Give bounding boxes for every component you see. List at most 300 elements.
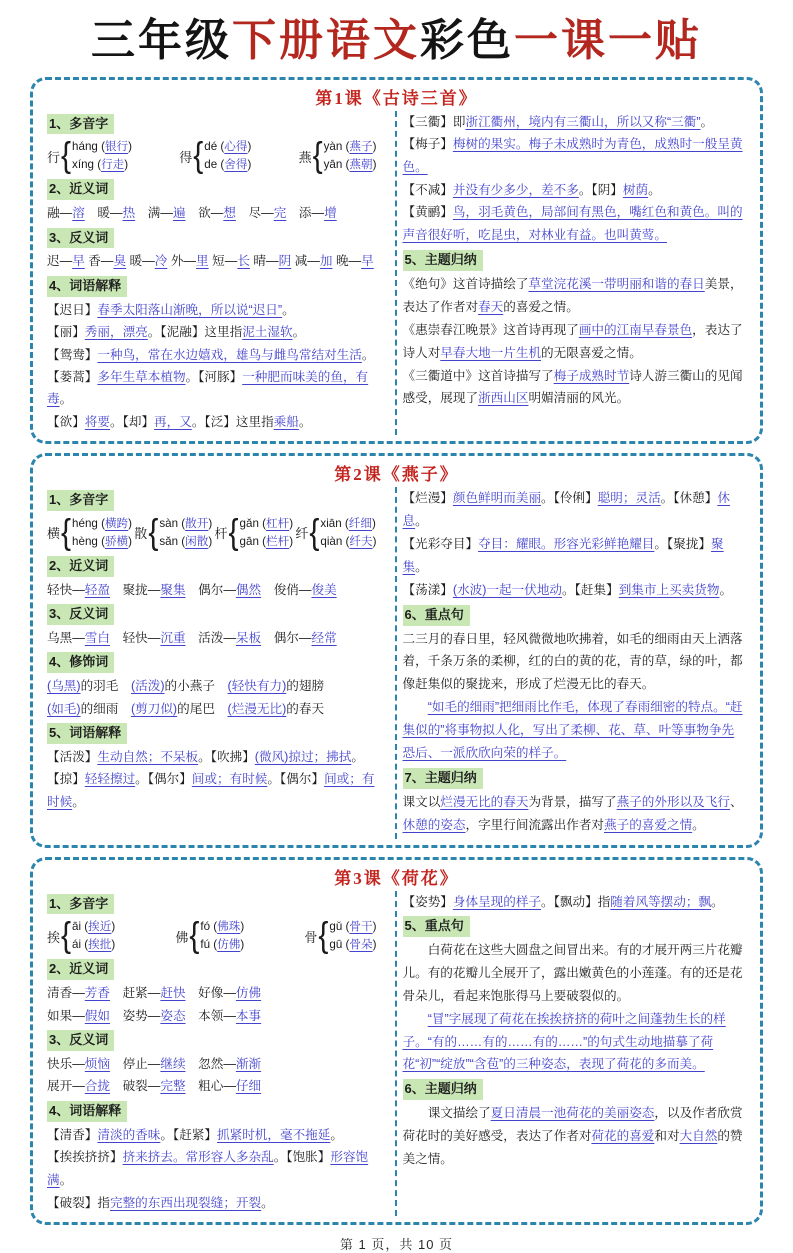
plain-text: 。 [330,1127,343,1142]
polyphone-reading [72,156,132,174]
content-line [47,1005,387,1027]
plain-text: 满— [135,206,173,221]
paragraph [403,319,745,365]
underlined-annotation: 遍 [172,206,186,221]
paragraph [47,1146,387,1192]
plain-text: 。 [719,582,733,597]
subsection-header: 2、近义词 [47,179,114,200]
example-word: 纤夫 [349,534,373,548]
polyphone-reading [72,515,132,533]
pinyin: qiàn [320,534,346,548]
subsection-header: 4、词语解释 [47,276,127,297]
underlined-annotation: 颜色鲜明而美丽 [452,491,542,506]
plain-text: ，以及作者欣赏荷花时的美好感受，表达了作者对 [402,1106,743,1144]
subsection-header: 1、多音字 [47,114,114,135]
plain-text: 课文以 [402,794,441,809]
title-segment: 一课一贴 [514,16,702,65]
paren: ( [213,938,218,952]
plain-text: 二三月的春日里，轻风微微地吹拂着，如毛的细雨由天上洒落着，千条万条的柔柳，红的白的黄的花，青的草，绿的叶，都像赶集似的聚拢来，形成了烂漫无比的春天。 [402,631,743,692]
plain-text: 。【泛】这里指 [191,414,274,429]
content-line [47,675,387,697]
column-right [397,487,753,838]
paragraph [403,133,745,179]
plain-text: 融— [47,206,73,221]
pinyin: fú [200,938,214,952]
plain-text: ，字里行间流露出作者对 [465,817,604,832]
plain-text: 【迟日】 [47,302,98,317]
plain-text: 【梅子】 [402,137,453,151]
subsection-header-row [47,179,387,200]
plain-text: 【鸳鸯】 [47,347,98,362]
polyphone-reading [320,533,376,551]
plain-text: 。【赶集】 [562,582,619,597]
plain-text: 。【偶尔】 [267,772,325,787]
content-line [47,321,387,343]
underlined-annotation: 挤来挤去。常形容人多杂乱 [122,1149,274,1164]
content-line [47,1124,387,1146]
subsection-header: 3、反义词 [47,604,114,625]
plain-text: 赶紧— [109,986,161,1001]
example-word: 燕子 [349,140,373,154]
polyphone-group [134,512,213,552]
underlined-annotation: 秀丽，漂亮 [84,325,148,340]
paren: ) [128,534,133,548]
plain-text: 。 [711,894,724,909]
underlined-annotation: 形容饱满 [47,1149,369,1187]
underlined-annotation: 身体呈现的样子 [452,894,542,909]
underlined-annotation: 大自然 [679,1129,718,1144]
polyphone-readings [324,138,377,174]
lesson-columns [41,487,752,838]
example-word: 闲散 [185,534,209,548]
underlined-annotation: 完整的东西出现裂缝；开裂 [109,1195,262,1210]
brace-icon: { [189,916,200,956]
plain-text: 姿势— [109,1008,161,1023]
plain-text: 《惠崇春江晚景》这首诗再现了 [402,322,579,337]
underlined-annotation: 间或；有时候 [47,772,375,809]
paren: ) [371,517,376,530]
underlined-annotation: 继续 [160,1056,186,1071]
polyphone-reading [72,138,132,156]
underlined-annotation: 赶快 [160,986,186,1001]
plain-text: 本领— [185,1008,236,1023]
plain-text: ，表达了诗人对 [402,322,743,360]
pinyin: háng [72,140,102,154]
pinyin: fó [200,920,214,934]
content-line [47,1075,387,1097]
plain-text: 【烂漫】 [402,491,453,506]
content-line [47,299,387,321]
underlined-annotation: 完整 [160,1079,186,1094]
paren: ( [345,938,350,952]
paragraph [403,273,745,319]
page-footer: 第 1 页，共 10 页 [339,1237,454,1253]
plain-text: 白荷花在这些大圆盘之间冒出来。有的才展开两三片花瓣儿。有的花瓣儿全展开了，露出嫩黄色的小莲蓬。有的还是花骨朵儿，看起来饱胀得马上要破裂似的。 [402,942,743,1003]
polyphone-group [47,138,132,174]
underlined-annotation: 呆板 [235,631,262,646]
example-word: 燕朝 [349,158,373,172]
plain-text: 。【休憩】 [660,491,718,506]
underlined-annotation: 臭 [113,254,127,269]
paren: ) [240,920,245,934]
paren: ) [208,517,213,530]
paragraph [403,579,745,602]
underlined-annotation: 随着风等摆动；飘 [610,894,712,909]
content-line [403,891,745,913]
underlined-annotation: 加 [319,254,333,269]
underlined-annotation: (烂漫无比) [227,701,287,716]
plain-text: 活泼— [185,631,236,646]
polyphone-row [47,136,387,176]
polyphone-group [214,512,294,552]
paren: ) [208,534,213,548]
paren: ) [289,534,294,548]
paren: ( [97,158,102,172]
underlined-annotation: 梅子成熟时节 [553,368,630,383]
subsection-header-row [47,114,387,135]
subsection-header-row [47,276,387,297]
paren: ( [262,534,266,548]
lesson-card [30,857,763,1226]
polyphone-readings [329,918,376,954]
plain-text: 课文描绘了 [427,1106,491,1121]
plain-text: 。【吹拂】 [198,749,255,764]
underlined-annotation: 多年生草本植物 [97,369,186,384]
subsection-header-row [47,652,387,673]
paragraph [403,696,745,765]
underlined-annotation: “如毛的细雨”把细雨比作毛，体现了春雨细密的特点。“赶集似的”将事物拟人化，写出了柔柳、花、草、叶等事物争先恐后、一派欣欣向荣的样子。 [402,700,743,761]
plain-text: 。 [59,1172,73,1187]
underlined-annotation: 烂漫无比的春天 [440,794,529,809]
brace-icon: { [61,916,72,956]
title-segment: 三年级 [91,16,232,65]
polyphone-group [179,138,251,174]
example-word: 骨朵 [349,938,373,952]
paragraph [403,487,745,533]
polyphone-row [47,916,387,956]
plain-text: 。【河豚】 [185,369,243,384]
plain-text: 的无限喜爱之情。 [541,345,642,360]
underlined-annotation: 增 [324,206,337,221]
content-line [47,366,387,411]
paren: ) [111,938,116,952]
underlined-annotation: 夺目：耀眼。形容光彩鲜艳耀目 [478,536,655,551]
subsection-header: 5、主题归纳 [403,250,483,271]
paragraph [403,1008,745,1077]
brace-icon: { [228,512,239,552]
pinyin: gǎn [239,517,263,530]
polyphone-readings [320,515,376,551]
underlined-annotation: 间或；有时候 [191,772,268,787]
column-right [397,891,753,1217]
paren: ) [247,158,252,172]
paren: ( [220,140,225,154]
paren: ( [345,534,350,548]
paren: ( [84,938,89,952]
pinyin: gū [329,938,346,952]
subsection-header-row [403,916,745,937]
plain-text: 。【却】 [109,414,155,429]
plain-text: 《绝句》这首诗描绘了 [402,276,529,291]
underlined-annotation: 浙江衢州，境内有三衢山，所以又称“三衢” [465,114,701,129]
plain-text: 添— [286,206,325,221]
polyphone-group [304,918,376,954]
polyphone-reading [240,533,294,551]
underlined-annotation: 鸟，羽毛黄色，局部间有黑色，嘴红色和黄色。叫的声音很好听，吃昆虫，对林业有益。也叫黄莺。 [402,205,743,243]
title-segment: 下册语文 [232,16,420,65]
example-word: 纤细 [348,517,372,530]
plain-text: 迟— [47,254,73,269]
polyphone-readings [204,138,251,174]
plain-text: 外— [167,254,197,269]
polyphone-row [47,513,387,553]
plain-text: 偶尔— [261,631,312,646]
subsection-header-row [47,228,387,249]
plain-text: 快乐— [47,1056,85,1071]
plain-text: 的赞美之情。 [402,1129,743,1166]
plain-text: 晴— [249,254,279,269]
subsection-header-row [47,556,387,577]
example-word: 横跨 [104,517,129,530]
example-word: 骨干 [349,920,373,934]
subsection-header: 3、反义词 [47,1030,114,1051]
plain-text: 偶尔— [185,582,236,597]
brace-icon: { [148,512,159,552]
plain-text: 欲— [185,206,224,221]
underlined-annotation: 想 [223,206,236,221]
subsection-header: 5、重点句 [403,916,470,937]
polyphone-reading [159,515,212,533]
polyphone-character: 挨 [47,929,61,945]
polyphone-reading [200,936,244,954]
subsection-header: 2、近义词 [47,959,114,980]
example-word: 挨近 [88,920,112,934]
plain-text: 。 [292,325,306,340]
paren: ) [289,517,294,530]
plain-text: 。 [72,794,85,809]
column-right [397,111,753,436]
subsection-header: 6、重点句 [403,605,470,626]
content-line [47,1053,387,1075]
underlined-annotation: 本事 [235,1008,262,1023]
plain-text: 。 [648,182,661,197]
underlined-annotation: 雪白 [84,631,110,646]
underlined-annotation: 轻盈 [84,582,110,597]
plain-text: 暖— [84,206,123,221]
paragraph [403,533,745,579]
plain-text: 。 [282,302,295,317]
underlined-annotation: (轻快有力) [227,679,287,694]
subsection-header-row [47,1030,387,1051]
plain-text: 。 [298,414,312,429]
paren: ( [181,534,186,548]
example-word: 银行 [104,140,129,154]
polyphone-group [47,918,115,954]
brace-icon: { [318,916,329,956]
underlined-annotation: 再，又 [154,414,192,429]
plain-text: 的小燕子 [164,679,228,694]
lesson-card [30,77,763,445]
paragraph [403,1102,745,1171]
plain-text: 。 [415,559,428,574]
page-title [0,16,793,67]
content-line [47,202,387,224]
plain-text: 和对 [654,1129,680,1144]
brace-icon: { [309,512,320,552]
plain-text: 【清香】 [47,1127,98,1142]
underlined-annotation: 早春大地一片生机 [440,345,542,360]
polyphone-character: 纤 [295,526,309,542]
subsection-header: 6、主题归纳 [403,1079,483,1100]
title-segment: 彩色 [420,16,514,65]
paren: ( [220,158,225,172]
plain-text: 。 [59,392,73,407]
polyphone-reading [329,918,376,936]
plain-text: 轻快— [47,582,85,597]
plain-text: 俊俏— [261,582,312,597]
example-word: 舍得 [224,158,248,172]
example-word: 心得 [224,140,248,154]
polyphone-reading [159,533,212,551]
paren: ) [372,140,377,154]
paren: ( [101,534,105,548]
pinyin: dé [204,140,221,154]
plain-text: 、 [729,794,743,809]
subsection-header-row [47,490,387,511]
plain-text: 明媚清丽的风光。 [528,391,630,406]
underlined-annotation: 荷花的喜爱 [591,1129,655,1144]
plain-text: 【姿势】 [402,894,453,909]
example-word: 行走 [101,158,125,172]
underlined-annotation: 经常 [311,631,337,646]
plain-text: 【黄鹂】 [402,205,453,220]
plain-text: 忽然— [185,1056,236,1071]
plain-text: 聚拢— [109,582,161,597]
plain-text: 的尾巴 [177,701,228,716]
lesson-columns [41,891,752,1217]
plain-text: 。【飘动】指 [541,894,611,909]
polyphone-readings [72,138,132,174]
paren: ( [345,158,350,172]
underlined-annotation: 聚集 [402,536,724,574]
plain-text: 【光彩夺目】 [402,536,479,551]
polyphone-readings [240,515,294,551]
plain-text: 减— [291,254,320,269]
plain-text: 香— [84,254,114,269]
underlined-annotation: (剪刀似) [130,701,178,716]
polyphone-readings [200,918,244,954]
underlined-annotation: 假如 [84,1008,110,1023]
subsection-header-row [403,605,745,626]
paren: ( [84,920,89,934]
plain-text: 【不减】 [402,182,453,197]
plain-text: 【活泼】 [47,749,98,764]
polyphone-reading [72,936,115,954]
example-word: 仿佛 [217,938,241,952]
underlined-annotation: 聚集 [160,582,186,597]
subsection-header-row [47,1101,387,1122]
brace-icon: { [61,136,72,176]
underlined-annotation: 并没有少多少，差不多 [452,182,579,197]
plain-text: 。【偶尔】 [135,772,192,787]
pinyin: gǔ [329,920,346,934]
plain-text: 【三衢】即 [402,114,466,129]
content-line [47,1192,387,1214]
plain-text: 。 [351,749,364,764]
underlined-annotation: 早 [361,254,374,269]
underlined-annotation: 画中的江南早春景色 [578,322,693,337]
content-line [47,768,387,813]
pinyin: ái [72,938,85,952]
polyphone-reading [329,936,376,954]
brace-icon: { [61,512,72,552]
underlined-annotation: 溶 [72,206,85,221]
plain-text: 尽— [235,206,274,221]
polyphone-group [47,512,133,552]
paren: ) [372,920,377,934]
paren: ) [372,158,377,172]
plain-text: 。【伶俐】 [541,491,598,506]
paren: ( [344,517,349,530]
paragraph [403,939,745,1008]
lesson-title: 第3课《荷花》 [334,868,459,888]
polyphone-readings [72,515,132,551]
underlined-annotation: 休憩的姿态 [402,817,466,832]
column-left [41,891,397,1217]
plain-text: 【破裂】指 [47,1195,110,1210]
paren: ) [128,140,133,154]
plain-text: 暖— [126,254,155,269]
plain-text: 清香— [47,986,85,1001]
plain-text: 晚— [332,254,362,269]
paragraph [403,201,745,247]
underlined-annotation: (水波)一起一伏地动 [452,582,563,597]
underlined-annotation: 抓紧时机，毫不拖延 [217,1127,331,1142]
underlined-annotation: 长 [237,254,250,269]
subsection-header: 7、主题归纳 [403,768,483,789]
plain-text: 的羽毛 [80,679,131,694]
example-word: 挨批 [88,938,112,952]
polyphone-reading [200,918,244,936]
plain-text: 诗人游三衢山的见闻感受，展现了 [402,368,743,406]
plain-text: 短— [208,254,238,269]
polyphone-character: 横 [47,526,61,542]
underlined-annotation: 泥土湿软 [242,325,293,340]
pinyin: hèng [72,534,102,548]
polyphone-character: 骨 [304,929,318,945]
pinyin: yàn [323,140,346,154]
polyphone-reading [240,515,294,533]
plain-text: 。【聚拢】 [654,536,712,551]
polyphone-reading [324,156,377,174]
plain-text: 好像— [185,986,236,1001]
plain-text: 停止— [109,1056,161,1071]
plain-text: 【丽】 [47,325,85,340]
underlined-annotation: 里 [196,254,209,269]
underlined-annotation: 乘船 [273,414,299,429]
plain-text: 【挨挨挤挤】 [47,1149,123,1164]
pinyin: xiān [320,517,345,530]
content-line [47,698,387,720]
polyphone-character: 燕 [298,149,312,165]
plain-text: 美景，表达了作者对 [402,276,743,314]
underlined-annotation: 烦恼 [84,1056,110,1071]
paren: ( [101,140,105,154]
underlined-annotation: 树荫 [622,182,649,197]
column-left [41,487,397,838]
polyphone-group [295,512,377,552]
paren: ( [181,517,186,530]
